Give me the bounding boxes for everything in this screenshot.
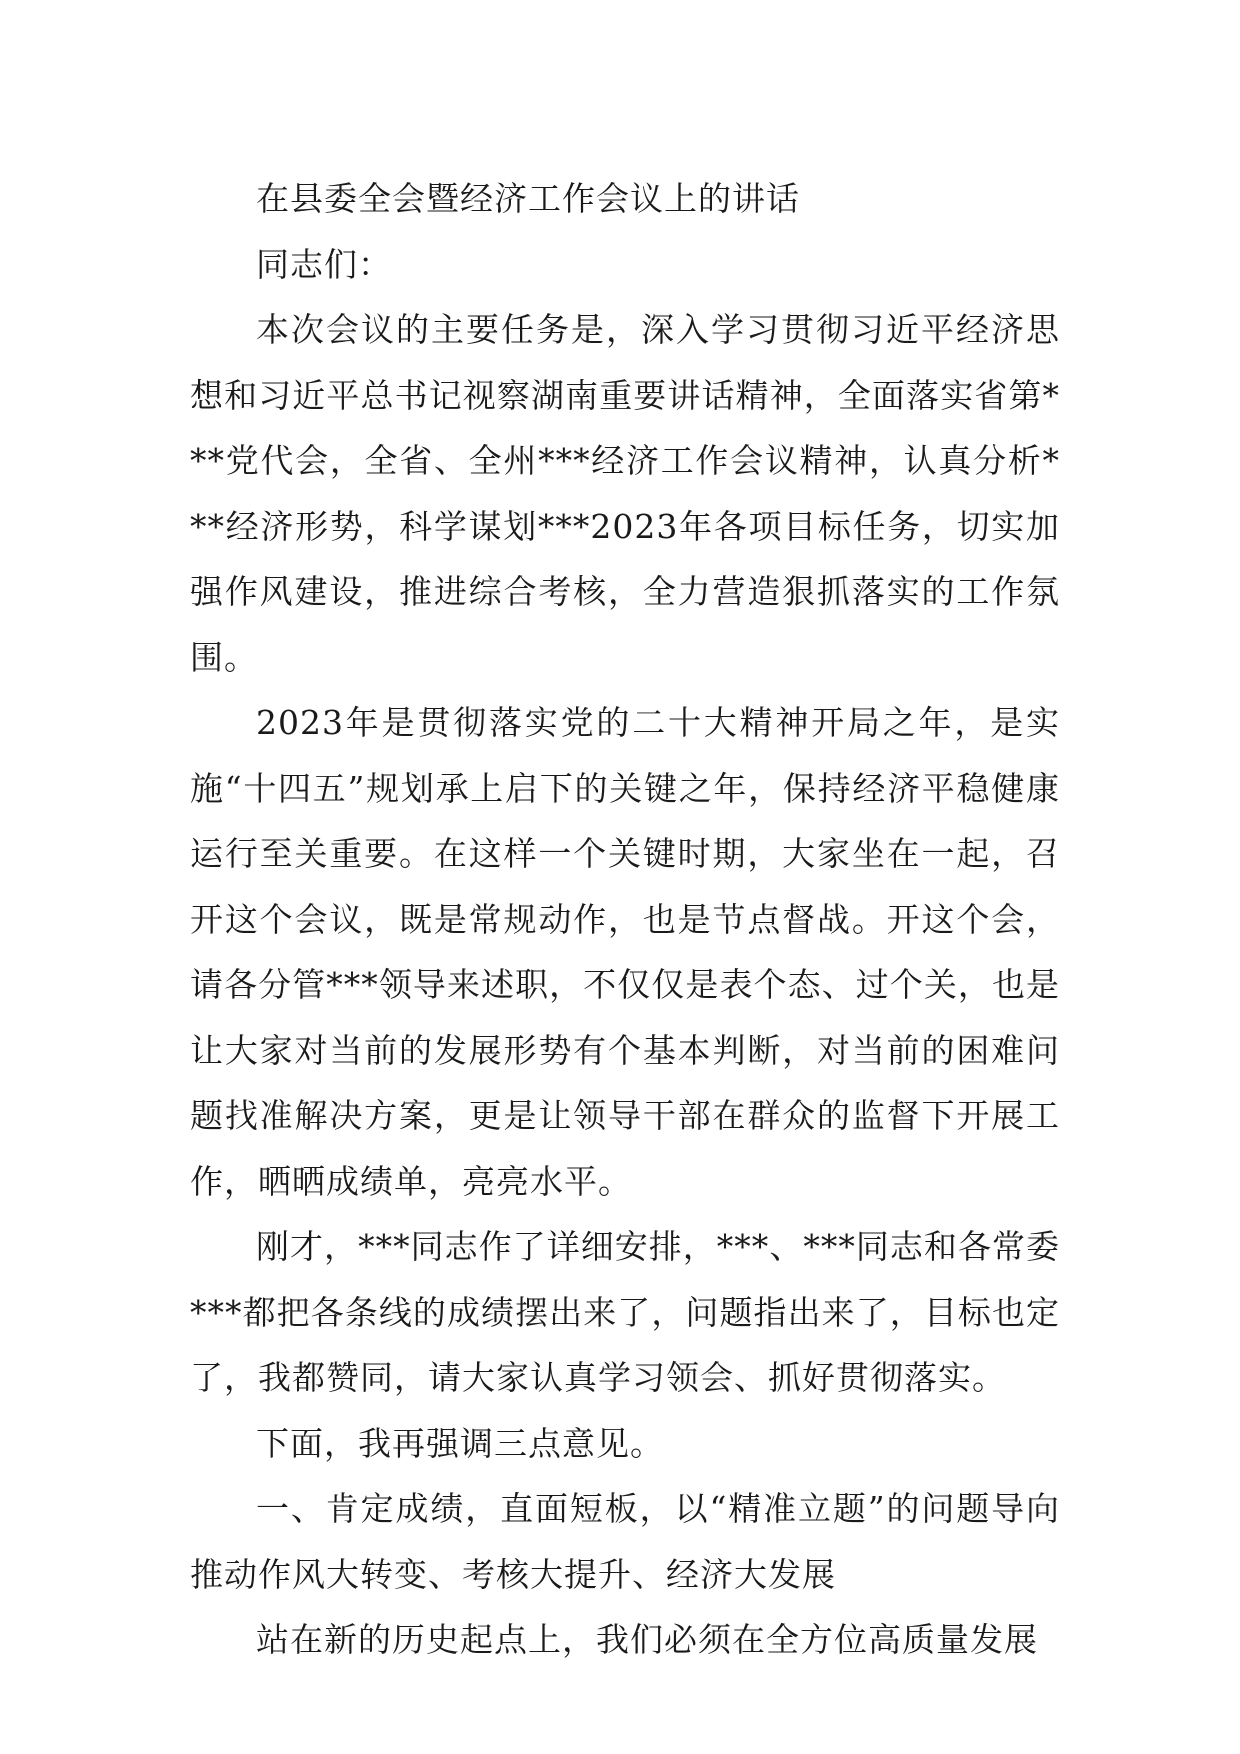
salutation: 同志们： <box>256 244 392 284</box>
paragraph-new-starting-point: 站在新的历史起点上，我们必须在全方位高质量发展 <box>256 1620 1038 1659</box>
paragraph-meeting-tasks: 本次会议的主要任务是，深入学习贯彻习近平经济思想和习近平总书记视察湖南重要讲话精神，全面落实省第***党代会，全省、全州***经济工作会议精神，认真分析***经济形势，科学谋划***2023年各项目标任务，切实加强作风建设，推进综合考核，全力营造狠抓落实的工作氛围。 <box>190 310 1060 677</box>
paragraph-three-points-intro: 下面，我再强调三点意见。 <box>256 1423 664 1463</box>
section-heading-one: 一、肯定成绩，直面短板，以“精准立题”的问题导向推动作风大转变、考核大提升、经济大发展 <box>190 1489 1060 1594</box>
speech-title: 在县委全会暨经济工作会议上的讲话 <box>256 179 800 218</box>
paragraph-2023-context: 2023年是贯彻落实党的二十大精神开局之年，是实施“十四五”规划承上启下的关键之年，保持经济平稳健康运行至关重要。在这样一个关键时期，大家坐在一起，召开这个会议，既是常规动作，也是节点督战。开这个会，请各分管***领导来述职，不仅仅是表个态、过个关，也是让大家对当前的发展形势有个基本判断，对当前的困难问题找准解决方案，更是让领导干部在群众的监督下开展工作，晒晒成绩单，亮亮水平。 <box>190 703 1060 1201</box>
paragraph-arrangements: 刚才，***同志作了详细安排，***、***同志和各常委***都把各条线的成绩摆出来了，问题指出来了，目标也定了，我都赞同，请大家认真学习领会、抓好贯彻落实。 <box>190 1227 1060 1397</box>
document-body <box>190 166 1060 1673</box>
